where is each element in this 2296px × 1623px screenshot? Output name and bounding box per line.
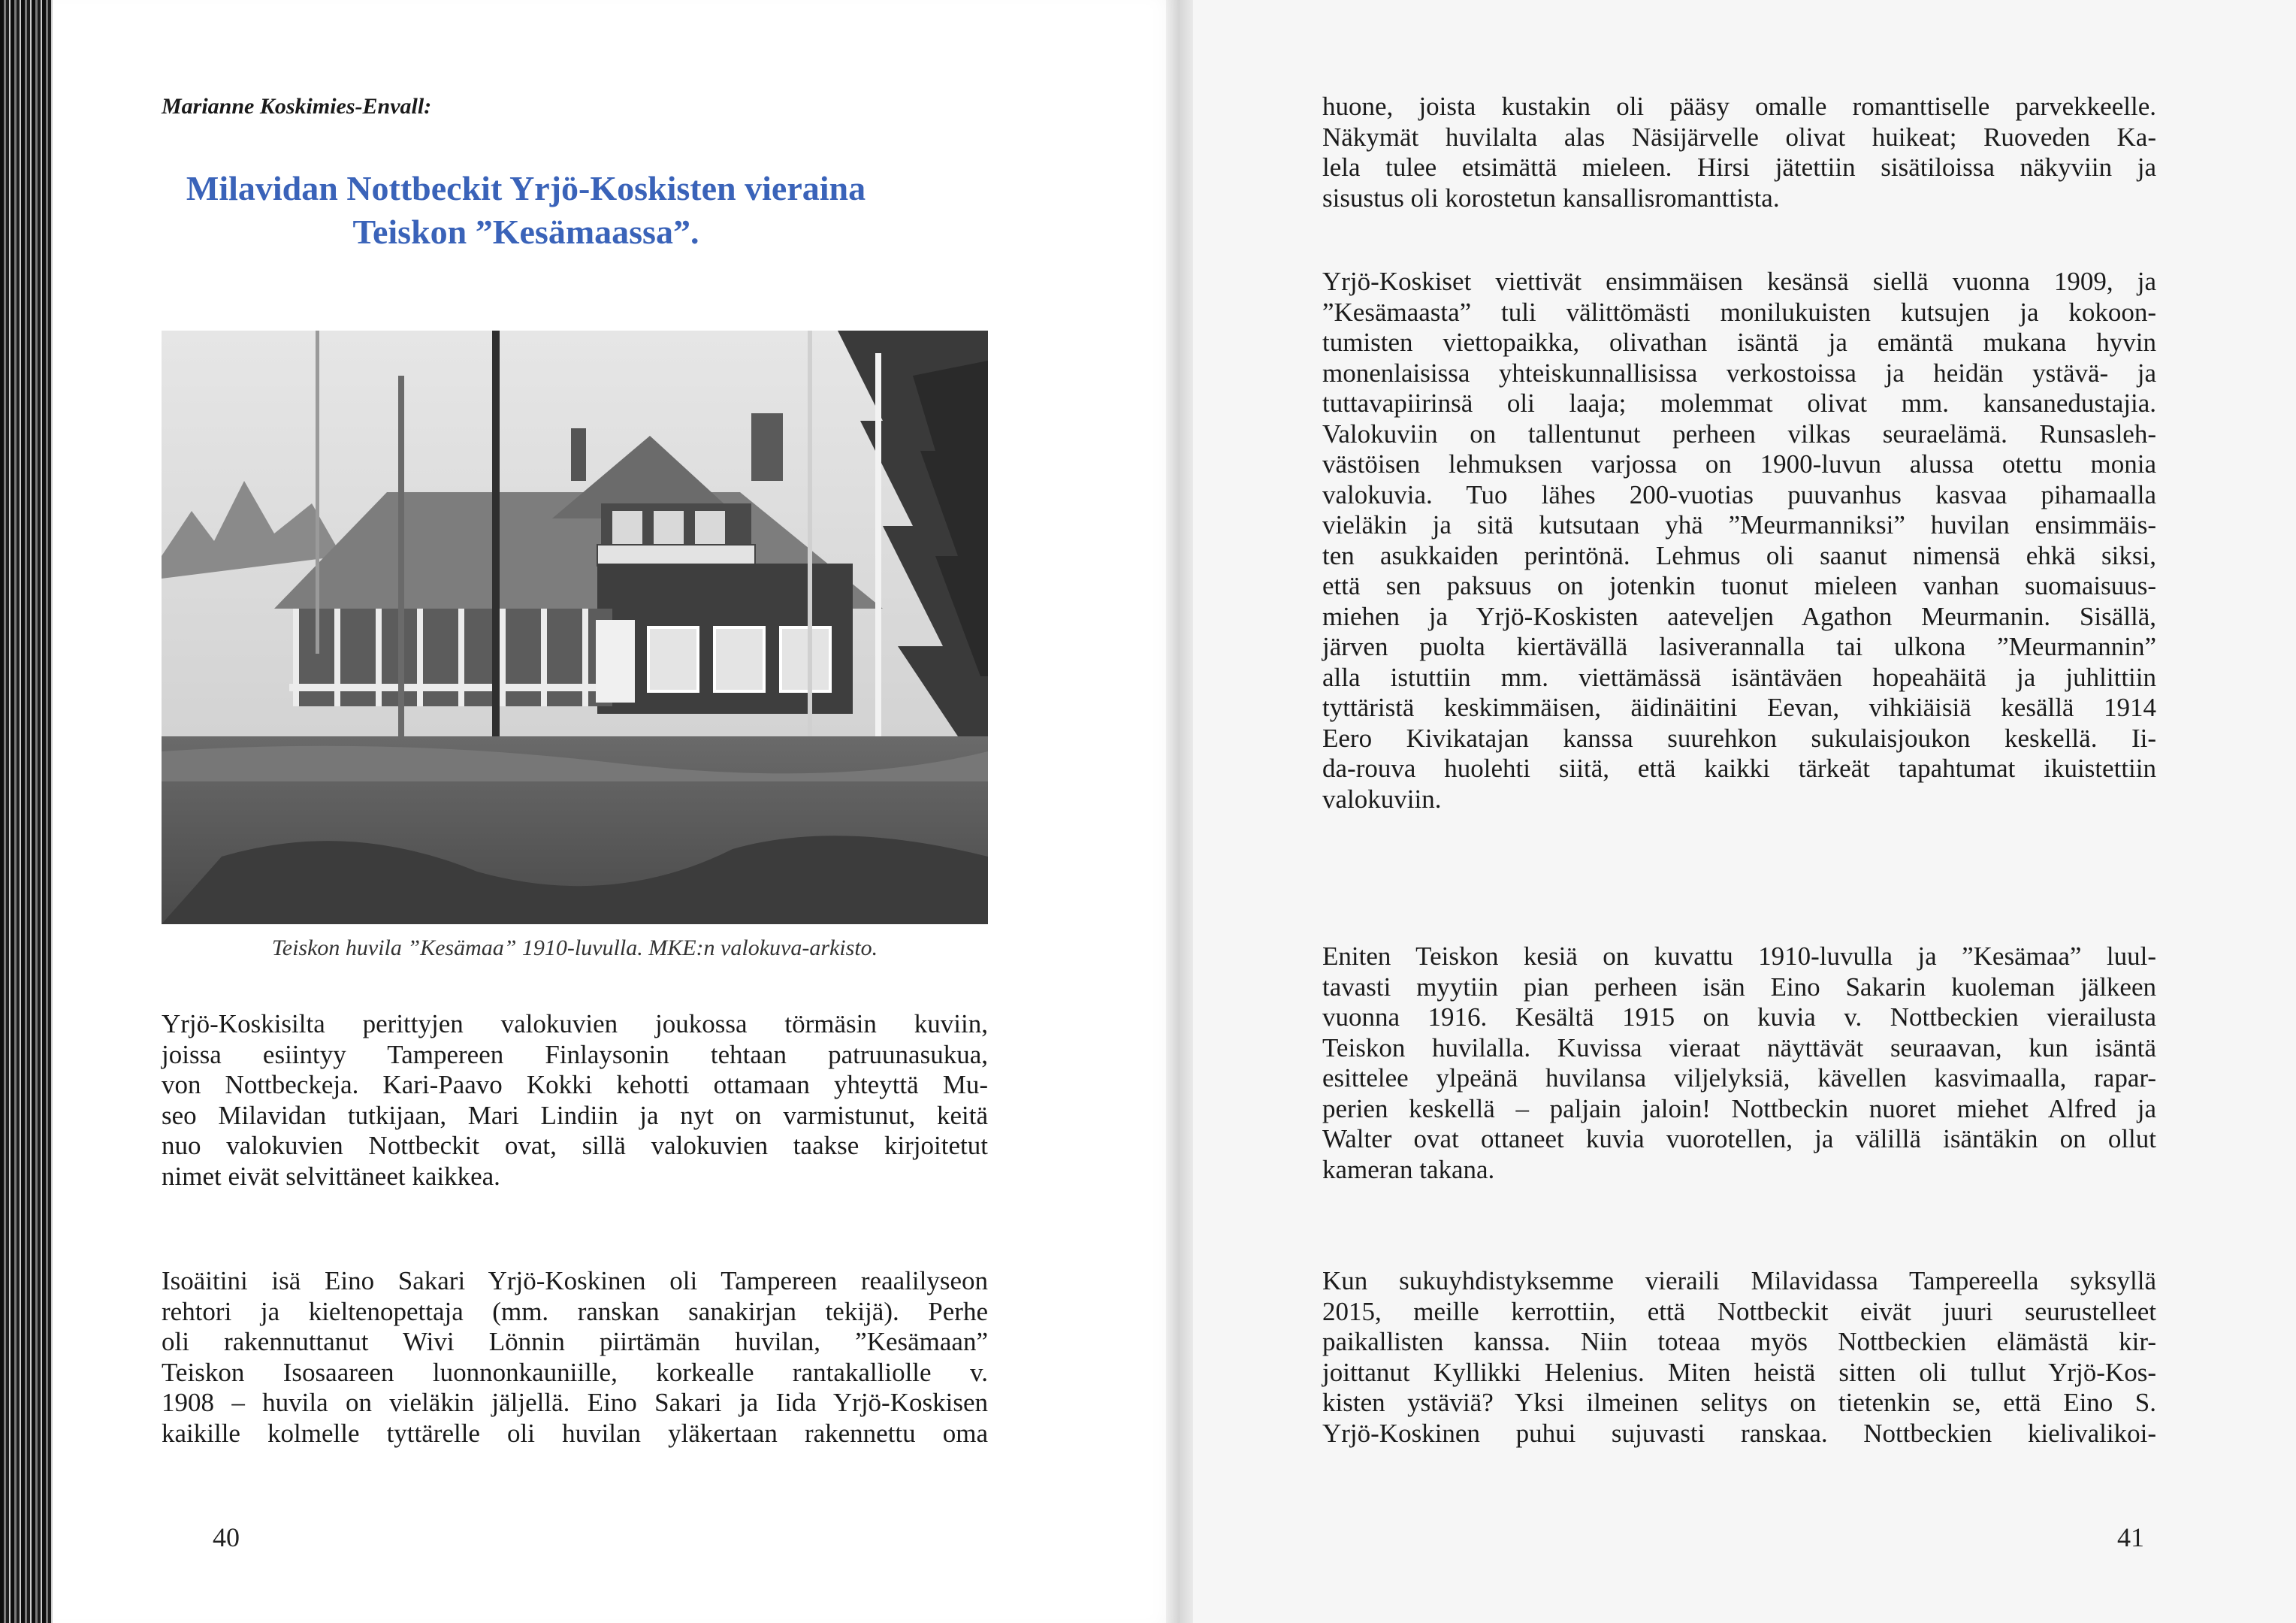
text-line: perien keskellä – paljain jaloin! Nottbeckin nuoret miehet Alfred ja bbox=[1322, 1093, 2156, 1123]
text-line: tumisten viettopaikka, olivathan isäntä ja emäntä mukana hyvin bbox=[1322, 328, 2156, 357]
text-line: Teiskon huvilalla. Kuvissa vieraat näyttävät seuraavan, kun isäntä bbox=[1322, 1032, 2156, 1062]
text-line: Isoäitini isä Eino Sakari Yrjö-Koskinen oli Tampereen reaalilyseon bbox=[162, 1266, 988, 1295]
book-gutter bbox=[1166, 0, 1193, 1623]
text-line: Eniten Teiskon kesiä on kuvattu 1910-luvulla ja ”Kesämaa” luul- bbox=[1322, 941, 2156, 971]
text-line: oli rakennuttanut Wivi Lönnin piirtämän huvilan, ”Kesämaan” bbox=[162, 1327, 988, 1356]
text-line: Kun sukuyhdistyksemme vieraili Milavidassa Tampereella syksyllä bbox=[1322, 1266, 2156, 1295]
text-line: rehtori ja kieltenopettaja (mm. ranskan sanakirjan tekijä). Perhe bbox=[162, 1296, 988, 1326]
text-line: valokuvia. Tuo lähes 200-vuotias puuvanhus kasvaa pihamaalla bbox=[1322, 479, 2156, 509]
text-line: sisustus oli korostetun kansallisromanttista. bbox=[1322, 183, 1780, 213]
page-number-left: 40 bbox=[213, 1522, 240, 1552]
text-line: von Nottbeckeja. Kari-Paavo Kokki kehotti ottamaan yhteyttä Mu- bbox=[162, 1070, 988, 1099]
text-line: Walter ovat ottaneet kuvia vuorotellen, ja välillä isäntäkin on ollut bbox=[1322, 1124, 2156, 1153]
text-line: valokuviin. bbox=[1322, 784, 1442, 814]
article-title bbox=[150, 167, 902, 254]
text-line: lela tulee etsimättä mieleen. Hirsi jätettiin sisätiloissa näkyviin ja bbox=[1322, 153, 2156, 182]
text-line: kaikille kolmelle tyttärelle oli huvilan yläkertaan rakennettu oma bbox=[162, 1418, 988, 1448]
text-line: vieläkin ja sitä kutsutaan yhä ”Meurmanniksi” huvilan ensimmäis- bbox=[1322, 510, 2156, 539]
text-line: tyttäristä keskimmäisen, äidinäitini Eevan, vihkiäisiä kesällä 1914 bbox=[1322, 693, 2156, 722]
text-line: Yrjö-Koskisilta perittyjen valokuvien joukossa törmäsin kuviin, bbox=[162, 1009, 988, 1038]
text-line: Yrjö-Koskiset viettivät ensimmäisen kesänsä siellä vuonna 1909, ja bbox=[1322, 267, 2156, 296]
text-line: huone, joista kustakin oli pääsy omalle romanttiselle parvekkeelle. bbox=[1322, 92, 2156, 121]
text-line: da-rouva huolehti siitä, että kaikki tärkeät tapahtumat ikuistettiin bbox=[1322, 754, 2156, 783]
text-line: 2015, meille kerrottiin, että Nottbeckit eivät juuri seurustelleet bbox=[1322, 1296, 2156, 1326]
text-line: järven puolta kiertävällä lasiverannalla tai ulkona ”Meurmannin” bbox=[1322, 632, 2156, 661]
text-line: Teiskon Isosaareen luonnonkauniille, korkealle rantakalliolle v. bbox=[162, 1357, 988, 1387]
author-byline: Marianne Koskimies-Envall: bbox=[162, 94, 432, 119]
text-line: tavasti myytiin pian perheen isän Eino Sakarin kuoleman jälkeen bbox=[1322, 972, 2156, 1002]
text-line: 1908 – huvila on vieläkin jäljellä. Eino Sakari ja Iida Yrjö-Koskisen bbox=[162, 1388, 988, 1417]
right-paragraph-3 bbox=[1322, 941, 2156, 1185]
book-edge bbox=[0, 0, 53, 1623]
left-paragraph-1 bbox=[162, 1009, 988, 1192]
title-line-2: Teiskon ”Kesämaassa”. bbox=[352, 213, 699, 251]
text-line: esittelee ylpeänä huvilansa viljelyksiä, kävellen kasvimaalla, rapar- bbox=[1322, 1063, 2156, 1093]
text-line: Näkymät huvilalta alas Näsijärvelle olivat huikeat; Ruoveden Ka- bbox=[1322, 122, 2156, 152]
text-line: joittanut Kyllikki Helenius. Miten heistä sitten oli tullut Yrjö-Kos- bbox=[1322, 1357, 2156, 1387]
text-line: vuonna 1916. Kesältä 1915 on kuvia v. Nottbeckien vierailusta bbox=[1322, 1002, 2156, 1032]
right-paragraph-1 bbox=[1322, 92, 2156, 213]
text-line: ”Kesämaasta” tuli välittömästi monilukuisten kutsujen ja kokoon- bbox=[1322, 297, 2156, 327]
text-line: alla istuttiin mm. viettämässä isäntäväen hopeahäitä ja juhlittiin bbox=[1322, 662, 2156, 692]
text-line: että sen paksuus on jotenkin tuonut mieleen vanhan suomaisuus- bbox=[1322, 571, 2156, 600]
text-line: paikallisten kanssa. Niin toteaa myös Nottbeckien elämästä kir- bbox=[1322, 1327, 2156, 1356]
villa-photo bbox=[162, 331, 988, 924]
right-paragraph-2 bbox=[1322, 267, 2156, 815]
text-line: kisten ystäviä? Yksi ilmeinen selitys on tietenkin se, että Eino S. bbox=[1322, 1388, 2156, 1417]
page-number-right: 41 bbox=[2117, 1522, 2144, 1552]
left-paragraph-2 bbox=[162, 1266, 988, 1449]
photo-caption: Teiskon huvila ”Kesämaa” 1910-luvulla. MKE:n valokuva-arkisto. bbox=[271, 935, 878, 960]
text-line: kameran takana. bbox=[1322, 1154, 1495, 1184]
text-line: seo Milavidan tutkijaan, Mari Lindiin ja nyt on varmistunut, keitä bbox=[162, 1100, 988, 1130]
text-line: ten asukkaiden perintönä. Lehmus oli saanut nimensä ehkä siksi, bbox=[1322, 540, 2156, 570]
text-line: monenlaisissa yhteiskunnallisissa verkostoissa ja heidän ystävä- ja bbox=[1322, 358, 2156, 388]
text-line: Yrjö-Koskinen puhui sujuvasti ranskaa. Nottbeckien kielivalikoi- bbox=[1322, 1418, 2156, 1448]
text-line: nuo valokuvien Nottbeckit ovat, sillä valokuvien taakse kirjoitetut bbox=[162, 1131, 988, 1160]
text-line: Eero Kivikatajan kanssa suurehkon sukulaisjoukon keskellä. Ii- bbox=[1322, 723, 2156, 753]
text-line: nimet eivät selvittäneet kaikkea. bbox=[162, 1161, 500, 1191]
right-paragraph-4 bbox=[1322, 1266, 2156, 1449]
text-line: tuttavapiirinsä oli laaja; molemmat olivat mm. kansanedustajia. bbox=[1322, 388, 2156, 418]
title-line-1: Milavidan Nottbeckit Yrjö-Koskisten vieraina bbox=[186, 169, 866, 207]
text-line: västöisen lehmuksen varjossa on 1900-luvun alussa otettu monia bbox=[1322, 449, 2156, 479]
text-line: miehen ja Yrjö-Koskisten aateveljen Agathon Meurmanin. Sisällä, bbox=[1322, 601, 2156, 631]
text-line: Valokuviin on tallentunut perheen vilkas seuraelämä. Runsasleh- bbox=[1322, 419, 2156, 449]
text-line: joissa esiintyy Tampereen Finlaysonin tehtaan patruunasukua, bbox=[162, 1039, 988, 1069]
